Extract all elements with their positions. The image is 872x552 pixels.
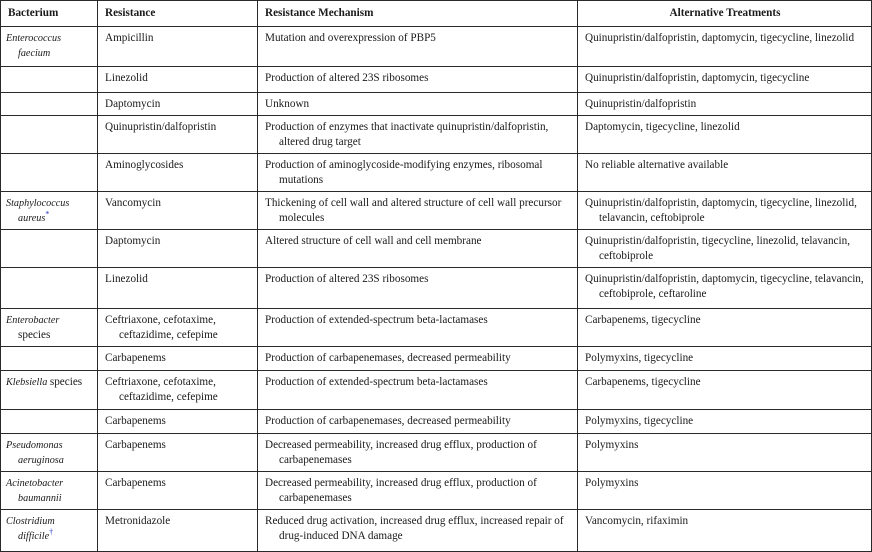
resistance-cell — [98, 410, 258, 434]
alternatives-cell — [578, 27, 872, 67]
alternatives-cell-text: Quinupristin/dalfopristin, daptomycin, tigecycline — [585, 72, 810, 84]
resistance-cell — [98, 434, 258, 472]
header-alternatives: Alternative Treatments — [578, 1, 872, 27]
bacterium-cell — [1, 67, 98, 93]
mechanism-cell — [258, 434, 578, 472]
resistance-cell-text: Linezolid — [105, 273, 148, 285]
table-body — [1, 27, 872, 552]
bacterium-cell — [1, 309, 98, 347]
alternatives-cell-text: Polymyxins, tigecycline — [585, 352, 694, 364]
mechanism-cell-text: Production of altered 23S ribosomes — [265, 72, 429, 84]
mechanism-cell-text: Altered structure of cell wall and cell membrane — [265, 235, 482, 247]
table-row — [1, 230, 872, 268]
mechanism-cell-text: Thickening of cell wall and altered structure of cell wall precursor molecules — [265, 197, 562, 224]
resistance-cell — [98, 154, 258, 192]
bacterium-cell — [1, 472, 98, 510]
mechanism-cell-text: Production of carbapenemases, decreased permeability — [265, 415, 511, 427]
alternatives-cell — [578, 154, 872, 192]
bacterium-name: Staphylococcus aureus — [6, 198, 70, 224]
mechanism-cell — [258, 230, 578, 268]
resistance-cell-text: Ceftriaxone, cefotaxime, ceftazidime, cefepime — [105, 314, 218, 341]
bacterium-name: Clostridium difficile — [6, 516, 55, 542]
alternatives-cell — [578, 510, 872, 552]
table-row — [1, 268, 872, 309]
table-row — [1, 116, 872, 154]
mechanism-cell-text: Decreased permeability, increased drug efflux, production of carbapenemases — [265, 477, 537, 504]
alternatives-cell-text: Quinupristin/dalfopristin, daptomycin, tigecycline, linezolid, telavancin, ceftobiprole — [585, 197, 857, 224]
resistance-cell-text: Linezolid — [105, 72, 148, 84]
resistance-cell — [98, 230, 258, 268]
table-row — [1, 434, 872, 472]
bacterium-cell — [1, 434, 98, 472]
table-row — [1, 472, 872, 510]
mechanism-cell-text: Production of extended-spectrum beta-lactamases — [265, 314, 488, 326]
bacterium-suffix: species — [49, 376, 83, 388]
bacterium-cell — [1, 116, 98, 154]
bacterium-cell — [1, 93, 98, 116]
resistance-cell-text: Ceftriaxone, cefotaxime, ceftazidime, cefepime — [105, 376, 218, 403]
alternatives-cell — [578, 472, 872, 510]
mechanism-cell-text: Production of aminoglycoside-modifying enzymes, ribosomal mutations — [265, 159, 543, 186]
mechanism-cell — [258, 93, 578, 116]
bacterium-cell — [1, 410, 98, 434]
footnote-marker: † — [49, 527, 54, 537]
table-row — [1, 93, 872, 116]
alternatives-cell — [578, 410, 872, 434]
bacterium-cell — [1, 192, 98, 230]
resistance-cell — [98, 27, 258, 67]
header-resistance: Resistance — [98, 1, 258, 27]
mechanism-cell — [258, 371, 578, 410]
resistance-cell-text: Carbapenems — [105, 415, 166, 427]
mechanism-cell — [258, 410, 578, 434]
mechanism-cell-text: Production of carbapenemases, decreased permeability — [265, 352, 511, 364]
resistance-cell — [98, 116, 258, 154]
resistance-cell-text: Quinupristin/dalfopristin — [105, 121, 217, 133]
alternatives-cell — [578, 309, 872, 347]
alternatives-cell-text: Quinupristin/dalfopristin — [585, 98, 697, 110]
alternatives-cell-text: Quinupristin/dalfopristin, tigecycline, linezolid, telavancin, ceftobiprole — [585, 235, 851, 262]
table-header-row — [1, 1, 872, 27]
alternatives-cell — [578, 434, 872, 472]
alternatives-cell — [578, 67, 872, 93]
header-mechanism: Resistance Mechanism — [258, 1, 578, 27]
bacterium-name: Pseudomonas aeruginosa — [6, 440, 64, 466]
mechanism-cell — [258, 268, 578, 309]
alternatives-cell-text: Polymyxins — [585, 477, 639, 489]
resistance-cell — [98, 268, 258, 309]
resistance-cell — [98, 192, 258, 230]
alternatives-cell-text: No reliable alternative available — [585, 159, 729, 171]
table-row — [1, 371, 872, 410]
resistance-cell — [98, 371, 258, 410]
resistance-cell-text: Daptomycin — [105, 235, 161, 247]
mechanism-cell — [258, 154, 578, 192]
table-row — [1, 410, 872, 434]
bacterium-cell — [1, 154, 98, 192]
resistance-cell-text: Ampicillin — [105, 32, 154, 44]
alternatives-cell-text: Polymyxins — [585, 439, 639, 451]
alternatives-cell-text: Carbapenems, tigecycline — [585, 314, 701, 326]
table-row — [1, 154, 872, 192]
alternatives-cell-text: Quinupristin/dalfopristin, daptomycin, tigecycline, linezolid — [585, 32, 855, 44]
alternatives-cell — [578, 230, 872, 268]
bacterium-cell — [1, 347, 98, 371]
mechanism-cell-text: Production of altered 23S ribosomes — [265, 273, 429, 285]
bacterium-name: Klebsiella — [6, 377, 48, 388]
alternatives-cell — [578, 268, 872, 309]
resistance-cell — [98, 347, 258, 371]
mechanism-cell-text: Reduced drug activation, increased drug efflux, increased repair of drug-induced DNA damage — [265, 515, 564, 542]
footnote-marker: * — [45, 209, 50, 219]
alternatives-cell-text: Vancomycin, rifaximin — [585, 515, 689, 527]
table-row — [1, 192, 872, 230]
mechanism-cell — [258, 67, 578, 93]
mechanism-cell — [258, 192, 578, 230]
table-row — [1, 67, 872, 93]
alternatives-cell-text: Polymyxins, tigecycline — [585, 415, 694, 427]
resistance-cell — [98, 510, 258, 552]
mechanism-cell-text: Production of enzymes that inactivate quinupristin/dalfopristin, altered drug target — [265, 121, 549, 148]
bacterium-name: Enterococcus faecium — [6, 33, 62, 59]
resistance-cell-text: Carbapenems — [105, 439, 166, 451]
resistance-cell — [98, 93, 258, 116]
alternatives-cell-text: Carbapenems, tigecycline — [585, 376, 701, 388]
bacterium-cell — [1, 268, 98, 309]
resistance-cell-text: Metronidazole — [105, 515, 171, 527]
mechanism-cell — [258, 309, 578, 347]
bacterium-name: Enterobacter — [6, 315, 60, 326]
bacterium-cell — [1, 371, 98, 410]
resistance-cell — [98, 67, 258, 93]
resistance-cell-text: Daptomycin — [105, 98, 161, 110]
mechanism-cell — [258, 116, 578, 154]
bacterium-cell — [1, 510, 98, 552]
table-row — [1, 510, 872, 552]
table-row — [1, 347, 872, 371]
alternatives-cell-text: Daptomycin, tigecycline, linezolid — [585, 121, 740, 133]
bacterium-cell — [1, 27, 98, 67]
alternatives-cell — [578, 347, 872, 371]
mechanism-cell-text: Production of extended-spectrum beta-lactamases — [265, 376, 488, 388]
resistance-cell — [98, 472, 258, 510]
resistance-cell — [98, 309, 258, 347]
table-row — [1, 309, 872, 347]
mechanism-cell — [258, 27, 578, 67]
mechanism-cell — [258, 347, 578, 371]
bacterium-name: Acinetobacter baumannii — [6, 478, 64, 504]
mechanism-cell-text: Unknown — [265, 98, 310, 110]
bacterium-suffix: species — [18, 329, 51, 341]
alternatives-cell — [578, 116, 872, 154]
bacterium-cell — [1, 230, 98, 268]
mechanism-cell-text: Mutation and overexpression of PBP5 — [265, 32, 436, 44]
alternatives-cell-text: Quinupristin/dalfopristin, daptomycin, tigecycline, telavancin, ceftobiprole, ceftaroline — [585, 273, 864, 300]
alternatives-cell — [578, 93, 872, 116]
resistance-cell-text: Carbapenems — [105, 477, 166, 489]
resistance-cell-text: Carbapenems — [105, 352, 166, 364]
alternatives-cell — [578, 192, 872, 230]
mechanism-cell — [258, 510, 578, 552]
resistance-cell-text: Vancomycin — [105, 197, 161, 209]
mechanism-cell-text: Decreased permeability, increased drug efflux, production of carbapenemases — [265, 439, 537, 466]
resistance-cell-text: Aminoglycosides — [105, 159, 184, 171]
alternatives-cell — [578, 371, 872, 410]
header-bacterium: Bacterium — [1, 1, 98, 27]
table-row — [1, 27, 872, 67]
mechanism-cell — [258, 472, 578, 510]
